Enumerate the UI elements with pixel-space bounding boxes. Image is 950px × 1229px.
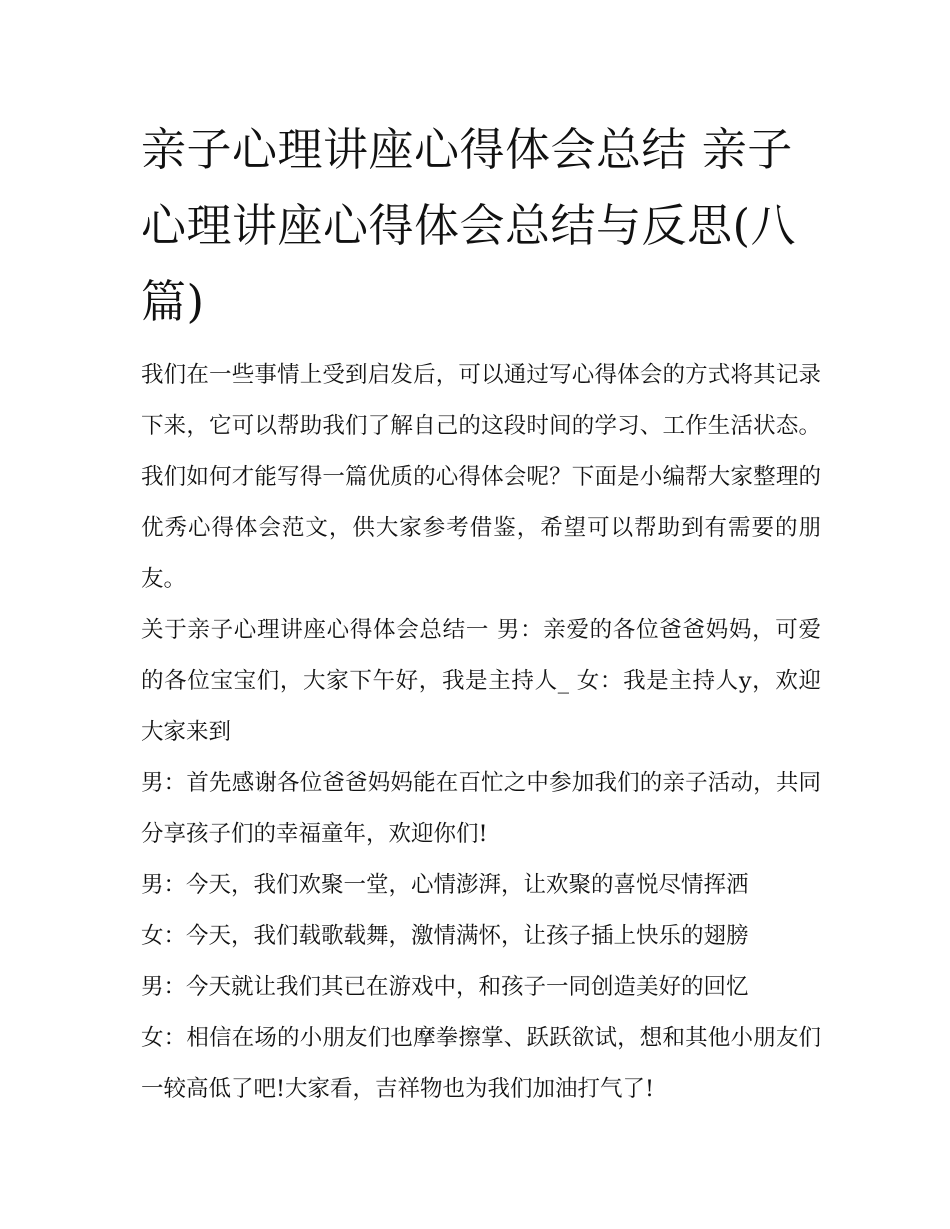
document-body (141, 350, 821, 1115)
intro-paragraph: 我们在一些事情上受到启发后，可以通过写心得体会的方式将其记录下来，它可以帮助我们了解自己的这段时间的学习、工作生活状态。我们如何才能写得一篇优质的心得体会呢？下面是小编帮大家整理的优秀心得体会范文，供大家参考借鉴，希望可以帮助到有需要的朋友。 (141, 362, 821, 592)
dialogue-line: 男：今天，我们欢聚一堂，心情澎湃，让欢聚的喜悦尽情挥洒 (141, 872, 749, 898)
document-page (141, 112, 821, 1115)
dialogue-line: 男：今天就让我们其已在游戏中，和孩子一同创造美好的回忆 (141, 974, 749, 1000)
dialogue-line: 男：首先感谢各位爸爸妈妈能在百忙之中参加我们的亲子活动，共同分享孩子们的幸福童年，欢迎你们! (141, 770, 821, 847)
dialogue-line: 女：相信在场的小朋友们也摩拳擦掌、跃跃欲试，想和其他小朋友们一较高低了吧!大家看，吉祥物也为我们加油打气了! (141, 1025, 821, 1102)
dialogue-line: 女：今天，我们载歌载舞，激情满怀，让孩子插上快乐的翅膀 (141, 923, 749, 949)
section-opening-paragraph: 关于亲子心理讲座心得体会总结一 男：亲爱的各位爸爸妈妈，可爱的各位宝宝们，大家下午好，我是主持人_ 女：我是主持人y，欢迎大家来到 (141, 617, 821, 745)
document-title: 亲子心理讲座心得体会总结 亲子心理讲座心得体会总结与反思(八篇) (141, 123, 797, 328)
